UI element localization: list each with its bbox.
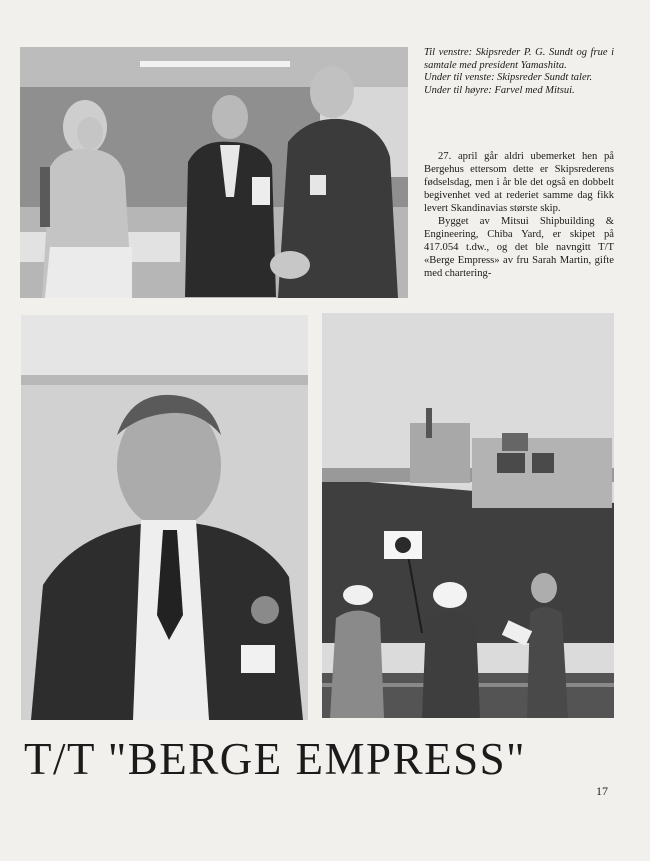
article-paragraph: Bygget av Mitsui Shipbuilding & Engineering, Chiba Yard, er skipet på 417.054 t.dw., og det ble navngitt T/T «Berge Empress» av fru Sarah Martin, gifte med chartering- bbox=[424, 216, 614, 279]
caption-bottom-right: Under til høyre: Farvel med Mitsui. bbox=[424, 84, 575, 96]
reception-photo bbox=[20, 47, 408, 298]
article-title: T/T "BERGE EMPRESS" bbox=[24, 734, 526, 784]
speaker-portrait-graphic bbox=[21, 315, 308, 720]
reception-photo-graphic bbox=[20, 47, 408, 298]
caption-top-left: Til venstre: Skipsreder P. G. Sundt og frue i samtale med president Yamashita. bbox=[424, 47, 614, 71]
article-paragraph: 27. april går aldri ubemerket hen på Bergehus ettersom dette er Skipsrederens fødselsdag, men i år ble det også en dobbelt begivenhet ved at rederiet samme dag fikk levert Skandinavias største skip. bbox=[424, 151, 614, 214]
caption-bottom-left: Under til venste: Skipsreder Sundt taler. bbox=[424, 72, 593, 84]
ship-farewell-graphic bbox=[322, 313, 614, 718]
photo-caption bbox=[424, 47, 614, 97]
ship-farewell-photo bbox=[322, 313, 614, 718]
article-body bbox=[424, 150, 614, 280]
speaker-portrait-photo bbox=[21, 315, 308, 720]
page-number: 17 bbox=[596, 784, 608, 798]
